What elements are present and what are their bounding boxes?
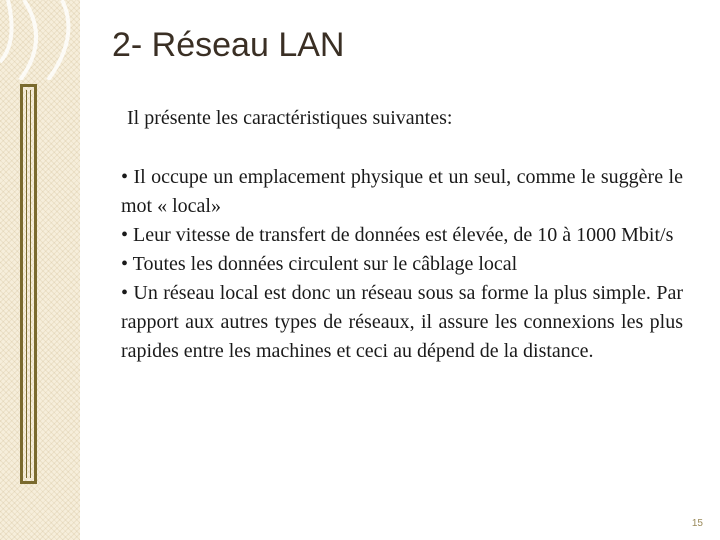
left-decorative-band [0,0,80,540]
bullet-item: • Un réseau local est donc un réseau sous sa forme la plus simple. Par rapport aux autres types de réseaux, il assure les connexions les plus rapides entre les machines et ceci au dépend de la distance. [121,282,683,362]
slide-title: 2- Réseau LAN [112,26,345,64]
intro-text: Il présente les caractéristiques suivantes: [127,107,453,129]
bullet-item: • Il occupe un emplacement physique et un seul, comme le suggère le mot « local» [121,166,683,217]
corner-decoration [0,0,80,80]
bullet-list [121,163,683,366]
bullet-item: • Toutes les données circulent sur le câblage local [121,253,518,275]
vertical-accent-inner [26,90,31,478]
page-number: 15 [691,518,703,529]
bullet-item: • Leur vitesse de transfert de données est élevée, de 10 à 1000 Mbit/s [121,224,674,246]
